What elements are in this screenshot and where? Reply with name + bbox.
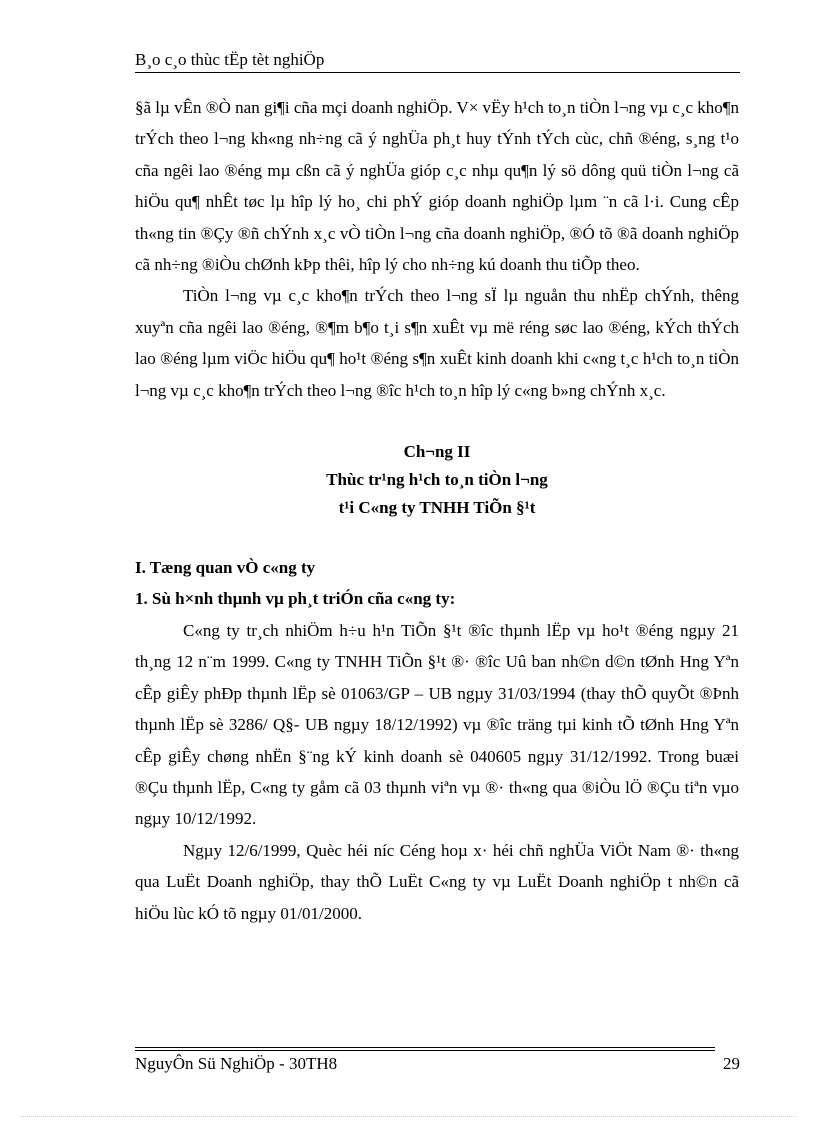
footer-rule bbox=[135, 1050, 715, 1051]
section-heading: I. Tæng quan vÒ c«ng ty bbox=[135, 558, 316, 578]
chapter-heading bbox=[135, 438, 739, 522]
body-paragraph: C«ng ty tr¸ch nhiÖm h÷u h¹n TiÕn §¹t ®îc thµnh lËp vµ ho¹t ®éng ngµy 21 th¸ng 12 n¨m 1999. C«ng ty TNHH TiÕn §¹t ®· ®îc Uû ban nh©n d©n tØnh Hng Yªn cÊp giÊy phÐp thµnh lËp sè 01063/GP – UB ngµy 31/03/1994 (thay thÕ quyÕt ®Þnh thµnh lËp sè 3286/ Q§- UB ngµy 18/12/1992) vµ ®îc träng tµi kinh tÕ tØnh Hng Yªn cÊp giÊy chøng nhËn §¨ng kÝ kinh doanh sè 040605 ngµy 31/12/1992. Trong buæi ®Çu thµnh lËp, C«ng ty gåm cã 03 thµnh viªn vµ ®· th«ng qua ®iÒu lÖ ®Çu tiªn vµo ngµy 10/12/1992. bbox=[135, 620, 739, 829]
chapter-label: Ch¬ng II bbox=[403, 442, 471, 462]
footer-author: NguyÔn Sü NghiÖp - 30TH8 bbox=[135, 1054, 338, 1073]
page-number: 29 bbox=[723, 1054, 740, 1073]
body-paragraph: TiÒn l¬ng vµ c¸c kho¶n trÝch theo l¬ng sÏ lµ nguån thu nhËp chÝnh, thêng xuyªn cña ngêi lao ®éng, ®¶m b¶o t¸i s¶n xuÊt vµ më réng søc lao ®éng, kÝch thÝch lao ®éng lµm viÖc hiÖu qu¶ ho¹t ®éng s¶n xuÊt kinh doanh khi c«ng t¸c h¹ch to¸n tiÒn l¬ng vµ c¸c kho¶n trÝch theo l¬ng ®îc h¹ch to¸n hîp lý c«ng b»ng chÝnh x¸c. bbox=[135, 286, 739, 400]
chapter-title-line1: Thùc tr¹ng h¹ch to¸n tiÒn l¬ng bbox=[326, 470, 548, 490]
body-paragraph: §ã lµ vÊn ®Ò nan gi¶i cña mçi doanh nghiÖp. V× vËy h¹ch to¸n tiÒn l¬ng vµ c¸c kho¶n trÝch theo l¬ng kh«ng nh÷ng cã ý nghÜa ph¸t huy tÝnh tÝch cùc, chñ ®éng, s¸ng t¹o cña ngêi lao ®éng mµ cßn cã ý nghÜa gióp c¸c nhµ qu¶n lý sö dông quü tiÒn l¬ng cã hiÖu qu¶ nhÊt tøc lµ hîp lý ho¸ chi phÝ gióp doanh nghiÖp lµm ¨n cã l·i. Cung cÊp th«ng tin ®Çy ®ñ chÝnh x¸c vÒ tiÒn l¬ng cña doanh nghiÖp, ®Ó tõ ®ã doanh nghiÖp cã nh÷ng ®iÒu chØnh kÞp thêi, hîp lý cho nh÷ng kú doanh thu tiÕp theo. bbox=[135, 98, 739, 275]
page-header bbox=[135, 50, 740, 70]
subsection-heading: 1. Sù h×nh thµnh vµ ph¸t triÓn cña c«ng ty: bbox=[135, 589, 456, 609]
chapter-title-line2: t¹i C«ng ty TNHH TiÕn §¹t bbox=[338, 498, 536, 518]
header-title: B¸o c¸o thùc tËp tèt nghiÖp bbox=[135, 50, 325, 69]
body-paragraph: Ngµy 12/6/1999, Quèc héi níc Céng hoµ x· héi chñ nghÜa ViÖt Nam ®· th«ng qua LuËt Doanh nghiÖp, thay thÕ LuËt C«ng ty vµ LuËt Doanh nghiÖp t nh©n cã hiÖu lùc kÓ tõ ngµy 01/01/2000. bbox=[135, 840, 739, 923]
page-content bbox=[135, 92, 739, 929]
footer-rule bbox=[135, 1047, 715, 1048]
header-rule bbox=[135, 72, 740, 73]
page-boundary bbox=[20, 1116, 796, 1117]
